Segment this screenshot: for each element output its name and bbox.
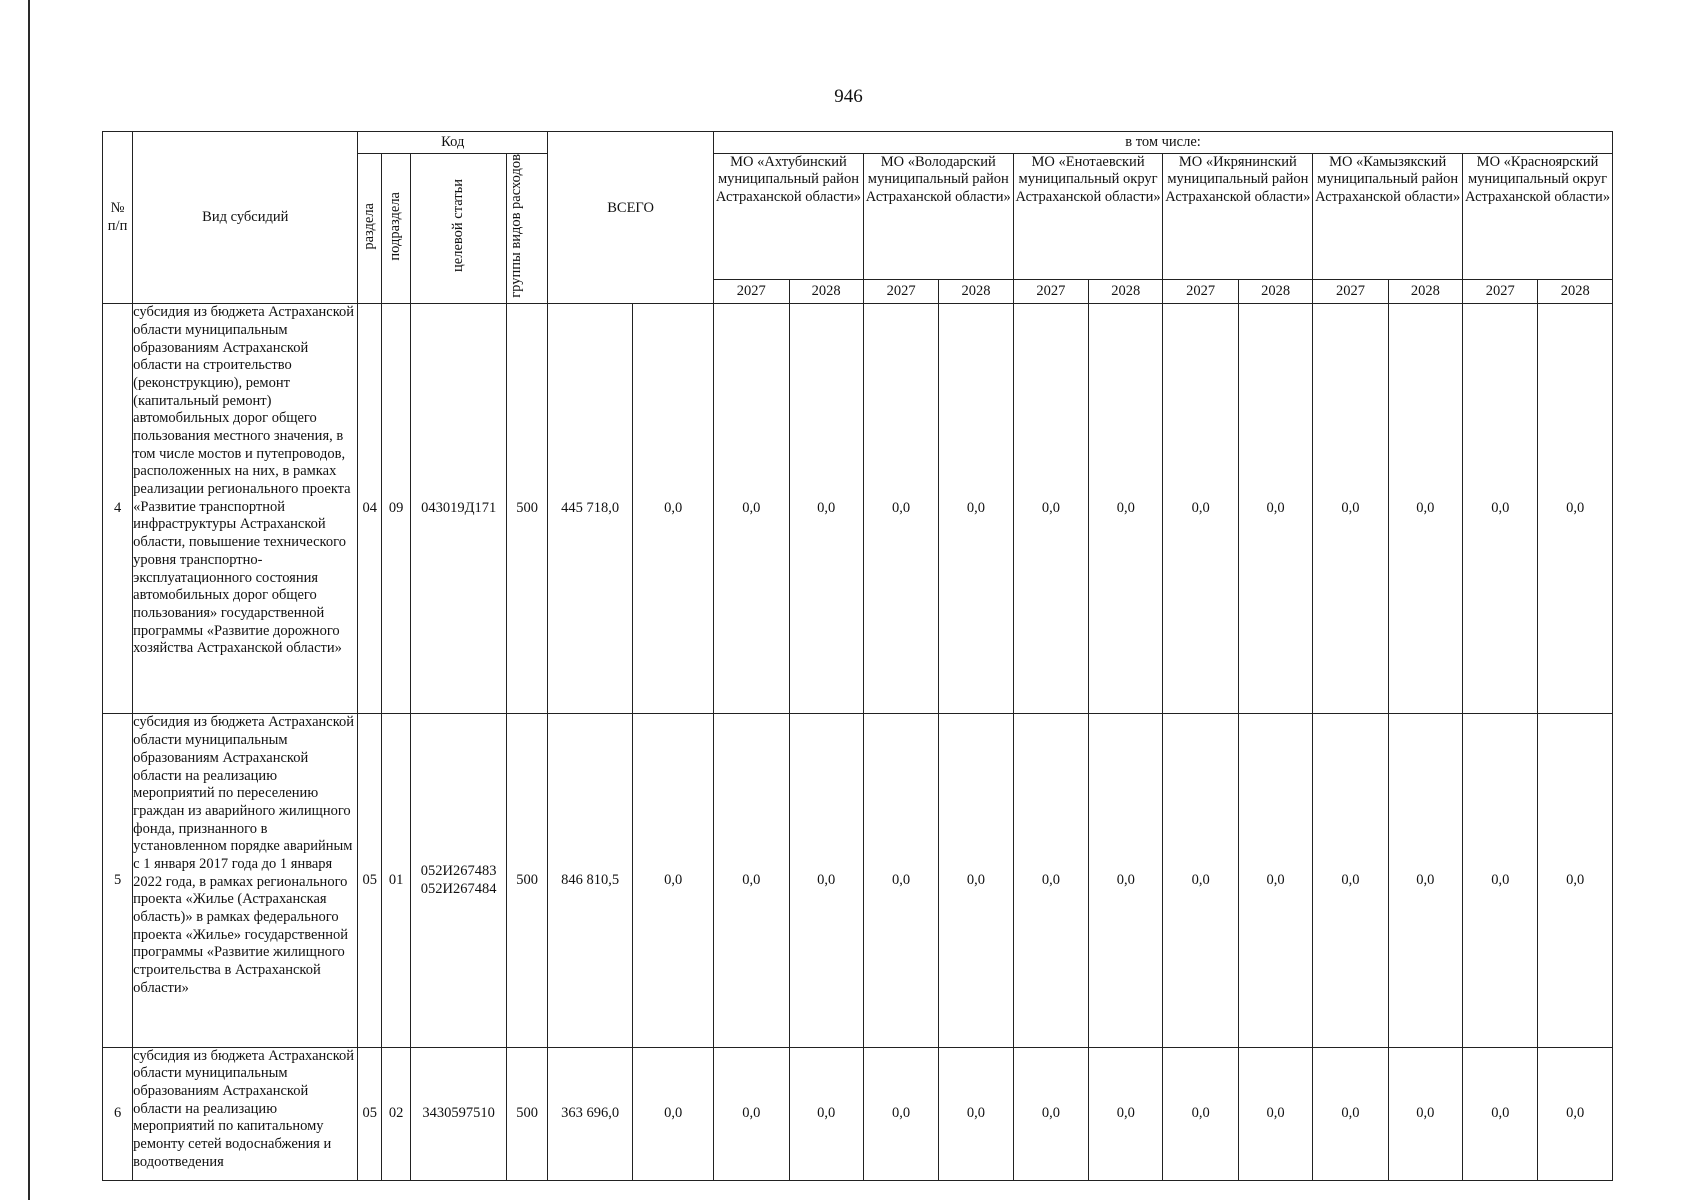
year-header: 2027 xyxy=(1163,280,1238,304)
table-row xyxy=(103,304,1613,714)
cell-value: 0,0 xyxy=(1013,1047,1088,1180)
cell-value: 0,0 xyxy=(1313,714,1388,1047)
cell-value: 0,0 xyxy=(1238,714,1312,1047)
header-total: ВСЕГО xyxy=(548,132,714,304)
header-code-target: целевой статьи xyxy=(411,154,507,304)
header-mo-akhtubinsky: МО «Ахтубинский муниципальный район Астраханской области» xyxy=(714,154,864,280)
header-mo-kamyzyaksky: МО «Камызякский муниципальный район Астраханской области» xyxy=(1313,154,1463,280)
cell-value: 0,0 xyxy=(1538,1047,1613,1180)
cell-value: 0,0 xyxy=(1463,304,1538,714)
row-description: субсидия из бюджета Астраханской области муниципальным образованиям Астраханской области на реализацию мероприятий по переселению граждан из аварийного жилищного фонда, признанного в установленном порядке аварийным с 1 января 2017 года до 1 января 2022 года, в рамках регионального проекта «Жилье (Астраханская область)» в рамках федерального проекта «Жилье» государственной программы «Развитие жилищного строительства в Астраханской области» xyxy=(133,714,358,1047)
row-num: 6 xyxy=(103,1047,133,1180)
table-row xyxy=(103,1047,1613,1180)
cell-value: 0,0 xyxy=(1538,714,1613,1047)
row-total-2027: 445 718,0 xyxy=(548,304,633,714)
row-total-2027: 363 696,0 xyxy=(548,1047,633,1180)
subsidy-table xyxy=(102,131,1613,1181)
cell-value: 0,0 xyxy=(1388,304,1462,714)
page-number: 946 xyxy=(834,86,863,107)
row-total-2027: 846 810,5 xyxy=(548,714,633,1047)
cell-value: 0,0 xyxy=(1163,714,1238,1047)
row-group: 500 xyxy=(507,714,548,1047)
cell-value: 0,0 xyxy=(939,1047,1013,1180)
cell-value: 0,0 xyxy=(939,714,1013,1047)
row-podrazdel: 02 xyxy=(382,1047,411,1180)
cell-value: 0,0 xyxy=(1089,304,1163,714)
cell-value: 0,0 xyxy=(863,1047,938,1180)
row-razdel: 05 xyxy=(358,1047,382,1180)
header-mo-volodarsky: МО «Володарский муниципальный район Астраханской области» xyxy=(863,154,1013,280)
year-header: 2028 xyxy=(1089,280,1163,304)
table-row xyxy=(103,714,1613,1047)
cell-value: 0,0 xyxy=(1163,304,1238,714)
cell-value: 0,0 xyxy=(863,304,938,714)
header-subsidy-type: Вид субсидий xyxy=(133,132,358,304)
year-header: 2028 xyxy=(789,280,863,304)
margin-line xyxy=(28,0,30,1200)
year-header: 2027 xyxy=(1313,280,1388,304)
row-total-2028: 0,0 xyxy=(633,714,714,1047)
header-including: в том числе: xyxy=(714,132,1613,154)
header-mo-krasnoyarsky: МО «Красноярский муниципальный округ Астраханской области» xyxy=(1463,154,1613,280)
year-header: 2028 xyxy=(939,280,1013,304)
year-header: 2027 xyxy=(1463,280,1538,304)
year-header: 2028 xyxy=(1238,280,1312,304)
row-target: 052И267483 052И267484 xyxy=(411,714,507,1047)
header-mo-ikryaninsky: МО «Икрянинский муниципальный район Астраханской области» xyxy=(1163,154,1313,280)
row-podrazdel: 01 xyxy=(382,714,411,1047)
cell-value: 0,0 xyxy=(1538,304,1613,714)
header-num: № п/п xyxy=(103,132,133,304)
cell-value: 0,0 xyxy=(863,714,938,1047)
row-razdel: 05 xyxy=(358,714,382,1047)
header-code: Код xyxy=(358,132,548,154)
row-num: 4 xyxy=(103,304,133,714)
cell-value: 0,0 xyxy=(1013,714,1088,1047)
year-header: 2027 xyxy=(863,280,938,304)
header-mo-enotaevsky: МО «Енотаевский муниципальный округ Астраханской области» xyxy=(1013,154,1163,280)
header-code-group: группы видов расходов xyxy=(507,154,548,304)
year-header: 2027 xyxy=(1013,280,1088,304)
row-total-2028: 0,0 xyxy=(633,304,714,714)
cell-value: 0,0 xyxy=(789,1047,863,1180)
year-header: 2027 xyxy=(714,280,789,304)
header-code-razdel: раздела xyxy=(358,154,382,304)
cell-value: 0,0 xyxy=(789,304,863,714)
cell-value: 0,0 xyxy=(1388,1047,1462,1180)
cell-value: 0,0 xyxy=(1163,1047,1238,1180)
cell-value: 0,0 xyxy=(714,304,789,714)
row-podrazdel: 09 xyxy=(382,304,411,714)
row-group: 500 xyxy=(507,304,548,714)
cell-value: 0,0 xyxy=(1313,1047,1388,1180)
cell-value: 0,0 xyxy=(1013,304,1088,714)
row-razdel: 04 xyxy=(358,304,382,714)
row-group: 500 xyxy=(507,1047,548,1180)
cell-value: 0,0 xyxy=(1089,714,1163,1047)
header-code-podrazdel: подраздела xyxy=(382,154,411,304)
row-total-2028: 0,0 xyxy=(633,1047,714,1180)
row-target: 043019Д171 xyxy=(411,304,507,714)
cell-value: 0,0 xyxy=(714,714,789,1047)
cell-value: 0,0 xyxy=(939,304,1013,714)
row-num: 5 xyxy=(103,714,133,1047)
year-header: 2028 xyxy=(1538,280,1613,304)
cell-value: 0,0 xyxy=(1388,714,1462,1047)
cell-value: 0,0 xyxy=(1089,1047,1163,1180)
row-target: 3430597510 xyxy=(411,1047,507,1180)
cell-value: 0,0 xyxy=(1313,304,1388,714)
cell-value: 0,0 xyxy=(1238,1047,1312,1180)
cell-value: 0,0 xyxy=(789,714,863,1047)
row-description: субсидия из бюджета Астраханской области муниципальным образованиям Астраханской области на реализацию мероприятий по капитальному ремонту сетей водоснабжения и водоотведения xyxy=(133,1047,358,1180)
cell-value: 0,0 xyxy=(1238,304,1312,714)
year-header: 2028 xyxy=(1388,280,1462,304)
cell-value: 0,0 xyxy=(1463,1047,1538,1180)
row-description: субсидия из бюджета Астраханской области муниципальным образованиям Астраханской области на строительство (реконструкцию), ремонт (капитальный ремонт) автомобильных дорог общего пользования местного значения, в том числе мостов и путепроводов, расположенных на них, в рамках реализации регионального проекта «Развитие транспортной инфраструктуры Астраханской области, повышение технического уровня транспортно-эксплуатационного состояния автомобильных дорог общего пользования» государственной программы «Развитие дорожного хозяйства Астраханской области» xyxy=(133,304,358,714)
cell-value: 0,0 xyxy=(714,1047,789,1180)
cell-value: 0,0 xyxy=(1463,714,1538,1047)
